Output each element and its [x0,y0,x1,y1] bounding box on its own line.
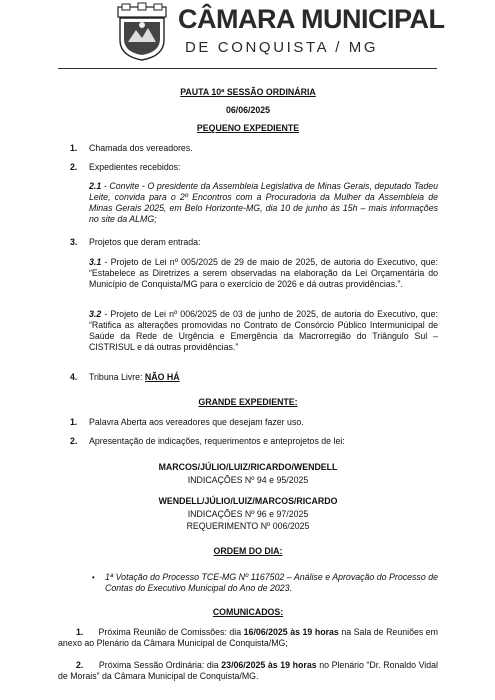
header-divider [58,68,437,69]
comunicado-datetime: 16/06/2025 às 19 horas [243,627,339,637]
tribuna-status: NÃO HÁ [144,372,180,382]
subitem-text: - Projeto de Lei nº 006/2025 de 03 de junho de 2025, de autoria do Executivo, que: “Ratifica as alterações promovidas no Contrato de Consórcio Público Intermunicipal de Saúde da Rede de Urgência e Emergência da Macrorregião do Triângulo Sul – CISTRISUL e dá outras providências.” [89,309,438,352]
item-text: Projetos que deram entrada: [89,237,201,247]
item-text: Expedientes recebidos: [89,162,181,172]
subitem-label: 2.1 [89,181,102,191]
section-grande-expediente: GRANDE EXPEDIENTE: [198,397,298,407]
comunicado-text: no Plenário “Dr. Ronaldo Vidal de Morais” da Câmara Municipal de Conquista/MG. [58,660,439,681]
item-text-tribuna [89,372,180,382]
subitem-text: - Convite - O presidente da Assembleia Legislativa de Minas Gerais, deputado Tadeu Leite, convida para o 2º Encontros com a Procuradoria da Mulher da Assembleia de Minas Gerais 2025, em Belo Horizonte-MG, dia 10 de junho às 15h – mais informações no site da ALMG; [89,181,438,224]
municipal-crest-logo [112,2,172,62]
subitem-label: 3.1 [89,257,102,267]
agenda-date: 06/06/2025 [225,105,271,115]
comunicado-2 [58,660,438,682]
group-2-requerimento: REQUERIMENTO Nº 006/2025 [186,521,310,531]
item-3-2-paragraph [89,309,438,353]
item-number: 2. [70,162,78,172]
agenda-title: PAUTA 10ª SESSÃO ORDINÁRIA [180,87,316,97]
tribuna-label: Tribuna Livre: [89,372,143,382]
section-pequeno-expediente: PEQUENO EXPEDIENTE [196,123,300,133]
item-number: 2. [70,436,78,446]
item-number: 4. [70,372,78,382]
item-number: 3. [70,237,78,247]
item-text: Apresentação de indicações, requerimentos e anteprojetos de lei: [89,436,345,446]
bullet-icon: • [92,573,95,582]
comunicado-1 [58,627,438,649]
letterhead [0,0,495,70]
comunicado-text: Próxima Reunião de Comissões: dia [98,627,244,637]
subitem-label: 3.2 [89,309,102,319]
comunicado-text: Próxima Sessão Ordinária: dia [98,660,222,670]
group-2-names: WENDELL/JÚLIO/LUIZ/MARCOS/RICARDO [158,496,338,506]
item-number: 1. [70,417,78,427]
item-number: 1. [70,143,78,153]
comunicado-datetime: 23/06/2025 às 19 horas [221,660,317,670]
comunicado-number: 2. [76,660,84,670]
item-3-1-paragraph [89,257,438,290]
group-1-names: MARCOS/JÚLIO/LUIZ/RICARDO/WENDELL [158,462,338,472]
comunicado-number: 1. [76,627,84,637]
group-2-indicacoes: INDICAÇÕES Nº 96 e 97/2025 [187,509,309,519]
comunicado-text: na Sala de Reuniões em anexo ao Plenário da Câmara Municipal de Conquista/MG; [58,627,438,648]
organization-subtitle: DE CONQUISTA / MG [185,39,379,56]
item-text: Palavra Aberta aos vereadores que desejam fazer uso. [89,417,304,427]
section-comunicados: COMUNICADOS: [212,607,284,617]
group-1-indicacoes: INDICAÇÕES Nº 94 e 95/2025 [187,475,309,485]
subitem-text: - Projeto de Lei nº 005/2025 de 29 de maio de 2025, de autoria do Executivo, que: “Estabelece as Diretrizes a serem observadas na elaboração da Lei Orçamentária do Município de Conquista/MG para o exercício de 2026 e dá outras providências.”. [89,257,438,289]
section-ordem-do-dia: ORDEM DO DIA: [213,546,283,556]
organization-name: CÂMARA MUNICIPAL [178,4,445,34]
ordem-do-dia-text: 1ª Votação do Processo TCE-MG Nº 1167502 – Análise e Aprovação do Processo de Contas do Executivo Municipal do Ano de 2023. [105,572,438,593]
item-2-1-paragraph [89,181,438,225]
item-text: Chamada dos vereadores. [89,143,193,153]
